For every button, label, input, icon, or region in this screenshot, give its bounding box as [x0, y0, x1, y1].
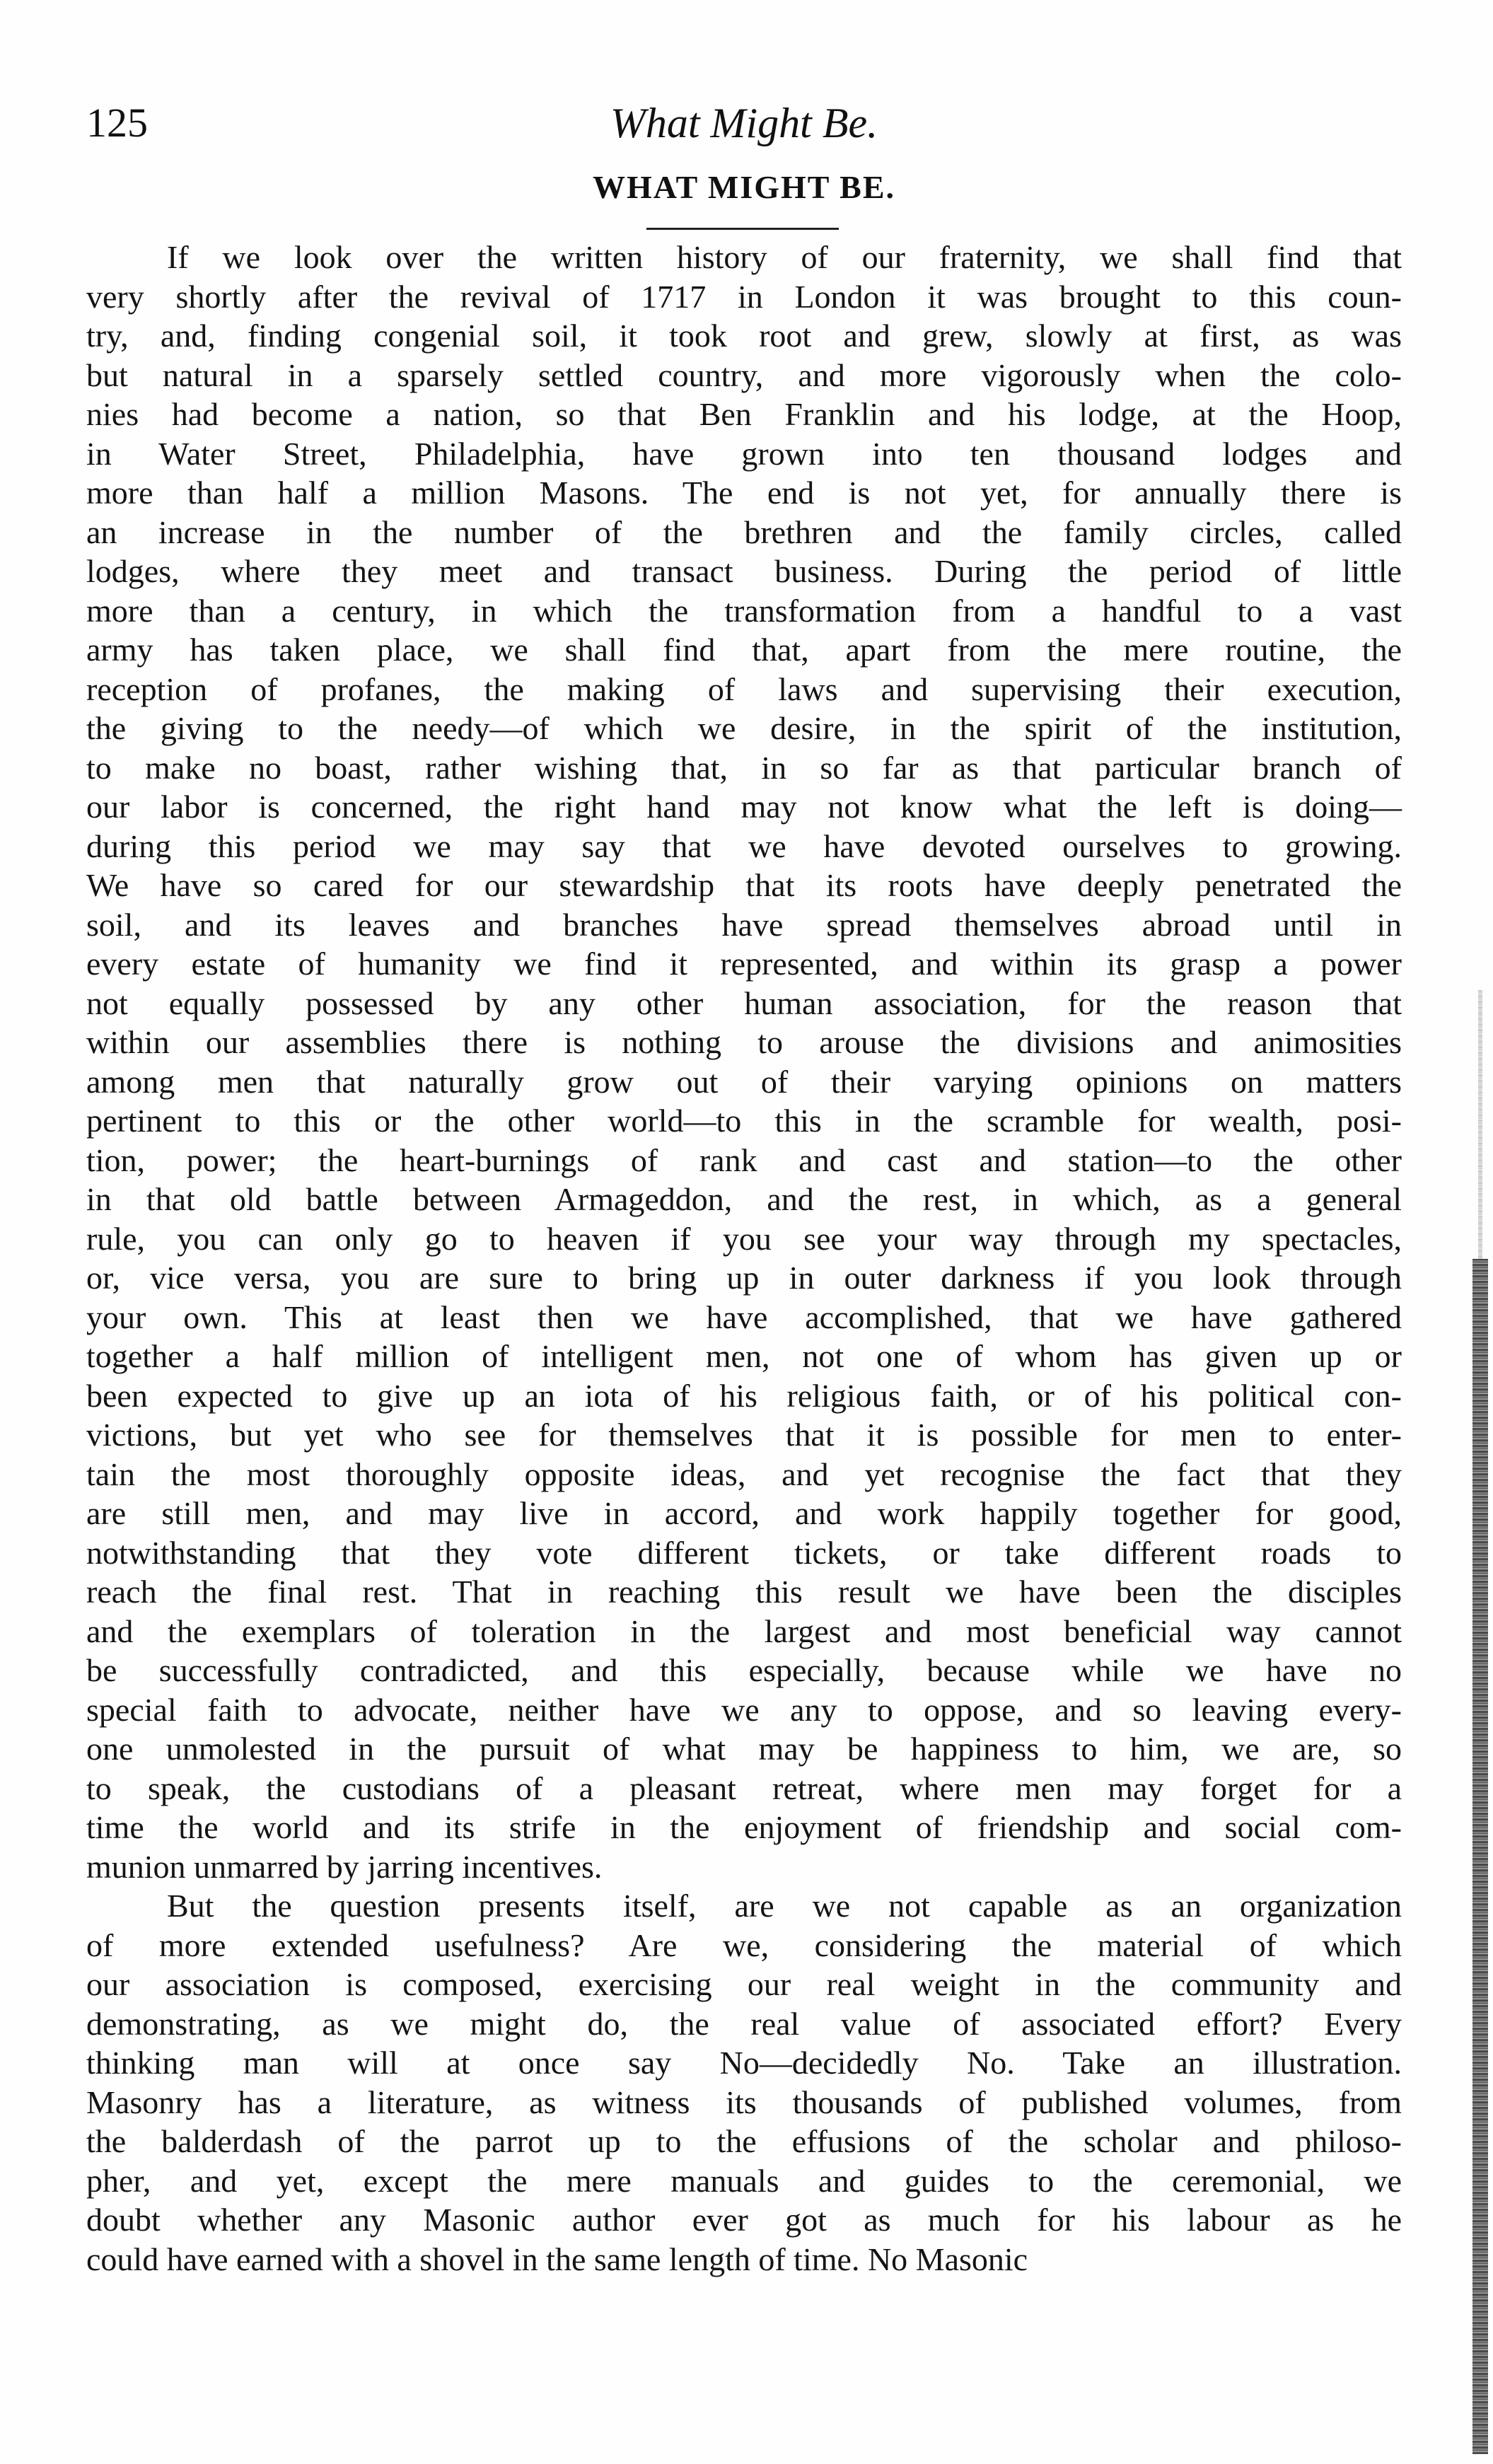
- text-line: pher, and yet, except the mere manuals and guides to the ceremonial, we: [86, 2162, 1402, 2199]
- text-line: Masonry has a literature, as witness its thousands of published volumes, from: [86, 2084, 1402, 2120]
- title-rule: [646, 228, 839, 230]
- text-line: nies had become a nation, so that Ben Franklin and his lodge, at the Hoop,: [86, 396, 1402, 432]
- text-line: soil, and its leaves and branches have spread themselves abroad until in: [86, 906, 1402, 943]
- text-line: the giving to the needy—of which we desire, in the spirit of the institution,: [86, 710, 1402, 746]
- text-line: every estate of humanity we find it represented, and within its grasp a power: [86, 946, 1402, 982]
- text-line: been expected to give up an iota of his religious faith, or of his political con-: [86, 1377, 1402, 1414]
- text-line: munion unmarred by jarring incentives.: [86, 1848, 603, 1885]
- text-line: tion, power; the heart-burnings of rank and cast and station—to the other: [86, 1141, 1402, 1178]
- text-line: tain the most thoroughly opposite ideas, and yet recognise the fact that they: [86, 1455, 1402, 1492]
- text-line: our labor is concerned, the right hand may not know what the left is doing—: [86, 789, 1402, 825]
- page-edge-shadow: [1478, 990, 1482, 1259]
- text-line: are still men, and may live in accord, and work happily together for good,: [86, 1495, 1402, 1531]
- text-line: within our assemblies there is nothing to arouse the divisions and animosities: [86, 1024, 1402, 1060]
- text-line: notwithstanding that they vote different tickets, or take different roads to: [86, 1534, 1402, 1571]
- text-line: try, and, finding congenial soil, it took root and grew, slowly at first, as was: [86, 318, 1402, 354]
- article-body: [86, 238, 1402, 2279]
- text-line: army has taken place, we shall find that, apart from the mere routine, the: [86, 632, 1402, 668]
- running-head: [86, 99, 1402, 156]
- text-line: more than half a million Masons. The end is not yet, for annually there is: [86, 475, 1402, 511]
- text-line: more than a century, in which the transformation from a handful to a vast: [86, 592, 1402, 629]
- text-line: not equally possessed by any other human association, for the reason that: [86, 984, 1402, 1021]
- text-line: but natural in a sparsely settled country, and more vigorously when the colo-: [86, 356, 1402, 393]
- text-line: the balderdash of the parrot up to the effusions of the scholar and philoso-: [86, 2123, 1402, 2159]
- article-title: WHAT MIGHT BE.: [592, 169, 896, 205]
- text-line: special faith to advocate, neither have we any to oppose, and so leaving every-: [86, 1691, 1402, 1728]
- text-line: and the exemplars of toleration in the largest and most beneficial way cannot: [86, 1612, 1402, 1649]
- text-line: lodges, where they meet and transact business. During the period of little: [86, 553, 1402, 589]
- text-line: your own. This at least then we have accomplished, that we have gathered: [86, 1298, 1402, 1335]
- running-title: What Might Be.: [610, 100, 878, 146]
- text-line: very shortly after the revival of 1717 in London it was brought to this coun-: [86, 278, 1402, 315]
- text-line: in Water Street, Philadelphia, have grown into ten thousand lodges and: [86, 435, 1402, 472]
- text-line: But the question presents itself, are we not capable as an organization: [167, 1888, 1402, 1924]
- text-line: rule, you can only go to heaven if you see your way through my spectacles,: [86, 1220, 1402, 1257]
- text-line: or, vice versa, you are sure to bring up in outer darkness if you look through: [86, 1260, 1402, 1296]
- page-edge-binding: [1472, 1259, 1488, 2454]
- text-line: an increase in the number of the brethren and the family circles, called: [86, 513, 1402, 550]
- text-line: to speak, the custodians of a pleasant retreat, where men may forget for a: [86, 1769, 1402, 1806]
- text-line: If we look over the written history of our fraternity, we shall find that: [167, 239, 1402, 275]
- text-line: together a half million of intelligent men, not one of whom has given up or: [86, 1338, 1402, 1374]
- text-line: We have so cared for our stewardship that its roots have deeply penetrated the: [86, 867, 1402, 903]
- text-line: time the world and its strife in the enjoyment of friendship and social com-: [86, 1809, 1402, 1845]
- text-line: reach the final rest. That in reaching this result we have been the disciples: [86, 1574, 1402, 1610]
- text-line: during this period we may say that we have devoted ourselves to growing.: [86, 827, 1402, 864]
- text-line: could have earned with a shovel in the same length of time. No Masonic: [86, 2241, 1028, 2277]
- text-line: in that old battle between Armageddon, and the rest, in which, as a general: [86, 1181, 1402, 1217]
- text-line: doubt whether any Masonic author ever got as much for his labour as he: [86, 2202, 1402, 2238]
- text-line: reception of profanes, the making of laws and supervising their execution,: [86, 670, 1402, 707]
- text-line: among men that naturally grow out of their varying opinions on matters: [86, 1063, 1402, 1100]
- text-line: of more extended usefulness? Are we, considering the material of which: [86, 1927, 1402, 1963]
- text-line: be successfully contradicted, and this especially, because while we have no: [86, 1652, 1402, 1688]
- text-line: victions, but yet who see for themselves that it is possible for men to enter-: [86, 1417, 1402, 1453]
- text-line: one unmolested in the pursuit of what may be happiness to him, we are, so: [86, 1731, 1402, 1767]
- page-number: 125: [86, 100, 148, 146]
- text-line: pertinent to this or the other world—to this in the scramble for wealth, posi-: [86, 1103, 1402, 1139]
- text-line: our association is composed, exercising our real weight in the community and: [86, 1966, 1402, 2002]
- text-line: demonstrating, as we might do, the real value of associated effort? Every: [86, 2005, 1402, 2042]
- text-line: thinking man will at once say No—decidedly No. Take an illustration.: [86, 2045, 1402, 2081]
- text-line: to make no boast, rather wishing that, in so far as that particular branch of: [86, 749, 1402, 786]
